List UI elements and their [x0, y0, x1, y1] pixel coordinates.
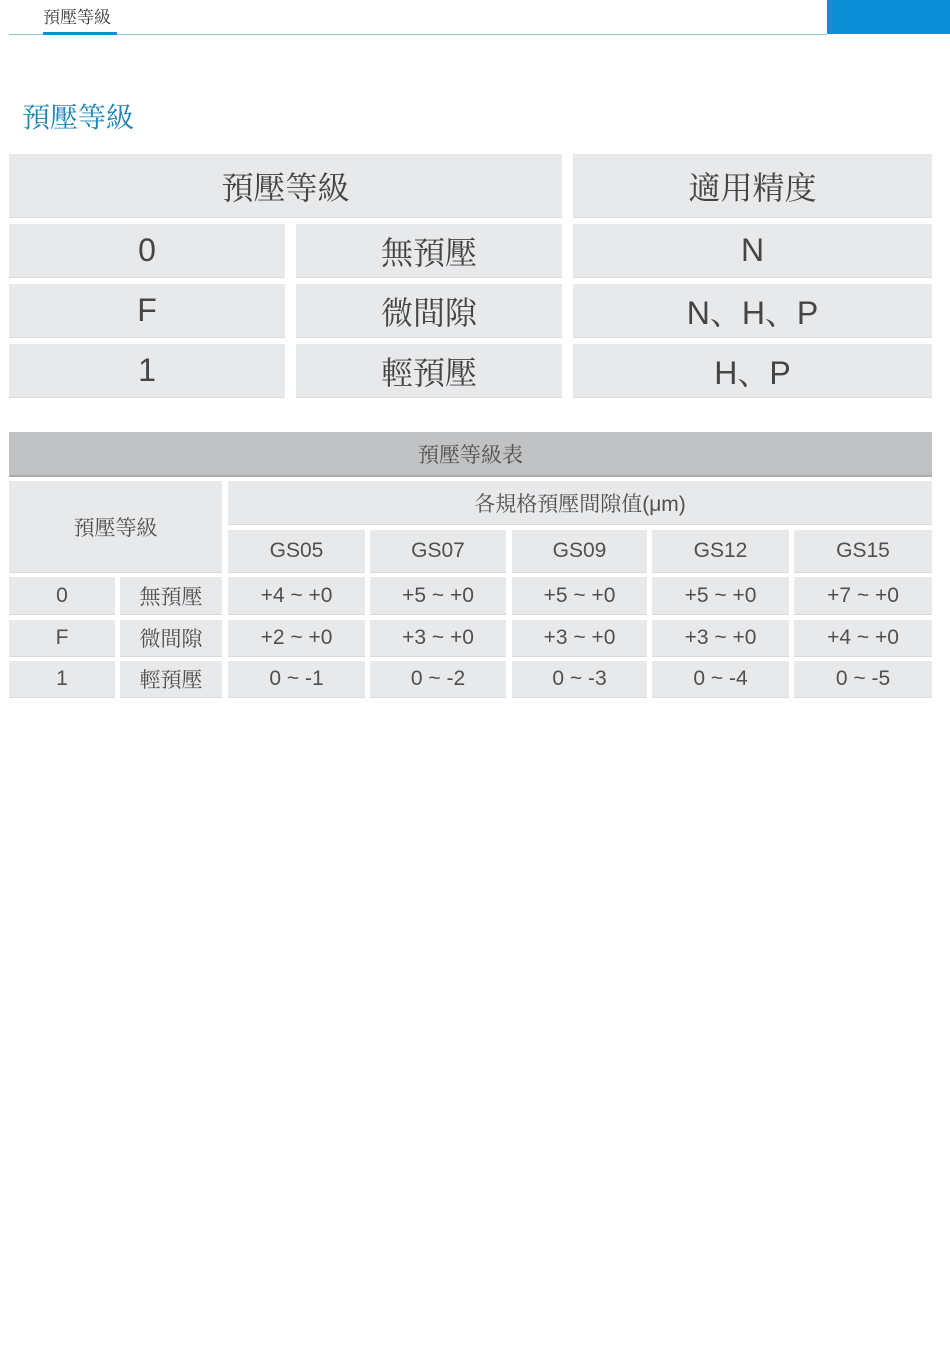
- clearance-value: +3 ~ +0: [370, 620, 506, 657]
- grade-name: 微間隙: [296, 284, 562, 338]
- clearance-value: 0 ~ -1: [228, 661, 365, 698]
- grade-code: 0: [9, 224, 285, 278]
- grade-code: F: [9, 620, 115, 657]
- clearance-value: +2 ~ +0: [228, 620, 365, 657]
- clearance-value: +5 ~ +0: [370, 577, 506, 615]
- header-model: GS07: [370, 530, 506, 573]
- header-model: GS09: [512, 530, 647, 573]
- tab-label: 預壓等級: [43, 8, 111, 27]
- clearance-value: 0 ~ -3: [512, 661, 647, 698]
- grade-accuracy: H、P: [573, 344, 932, 398]
- clearance-value: +3 ~ +0: [512, 620, 647, 657]
- tab-active-indicator: [43, 32, 117, 35]
- table-title: 預壓等級表: [9, 432, 932, 477]
- header-preload-grade: 預壓等級: [9, 481, 222, 573]
- header-model: GS05: [228, 530, 365, 573]
- section-title: 預壓等級: [22, 102, 135, 133]
- grade-accuracy: N: [573, 224, 932, 278]
- grade-name: 無預壓: [296, 224, 562, 278]
- header-divider: [9, 34, 827, 35]
- clearance-value: +3 ~ +0: [652, 620, 789, 657]
- header-clearance-values: 各規格預壓間隙值(μm): [228, 481, 932, 525]
- grade-code: 1: [9, 661, 115, 698]
- clearance-value: +5 ~ +0: [512, 577, 647, 615]
- clearance-value: 0 ~ -2: [370, 661, 506, 698]
- header-preload-grade: 預壓等級: [9, 154, 562, 218]
- header-applicable-accuracy: 適用精度: [573, 154, 932, 218]
- clearance-value: +5 ~ +0: [652, 577, 789, 615]
- grade-code: 0: [9, 577, 115, 615]
- tab-preload-grade[interactable]: [43, 6, 117, 36]
- clearance-value: +4 ~ +0: [228, 577, 365, 615]
- header-accent-block: [827, 0, 950, 34]
- clearance-value: +7 ~ +0: [794, 577, 932, 615]
- grade-name: 無預壓: [120, 577, 222, 615]
- grade-code: 1: [9, 344, 285, 398]
- header-model: GS12: [652, 530, 789, 573]
- grade-name: 微間隙: [120, 620, 222, 657]
- header-model: GS15: [794, 530, 932, 573]
- grade-name: 輕預壓: [296, 344, 562, 398]
- clearance-value: +4 ~ +0: [794, 620, 932, 657]
- grade-code: F: [9, 284, 285, 338]
- grade-accuracy: N、H、P: [573, 284, 932, 338]
- grade-name: 輕預壓: [120, 661, 222, 698]
- clearance-value: 0 ~ -5: [794, 661, 932, 698]
- clearance-value: 0 ~ -4: [652, 661, 789, 698]
